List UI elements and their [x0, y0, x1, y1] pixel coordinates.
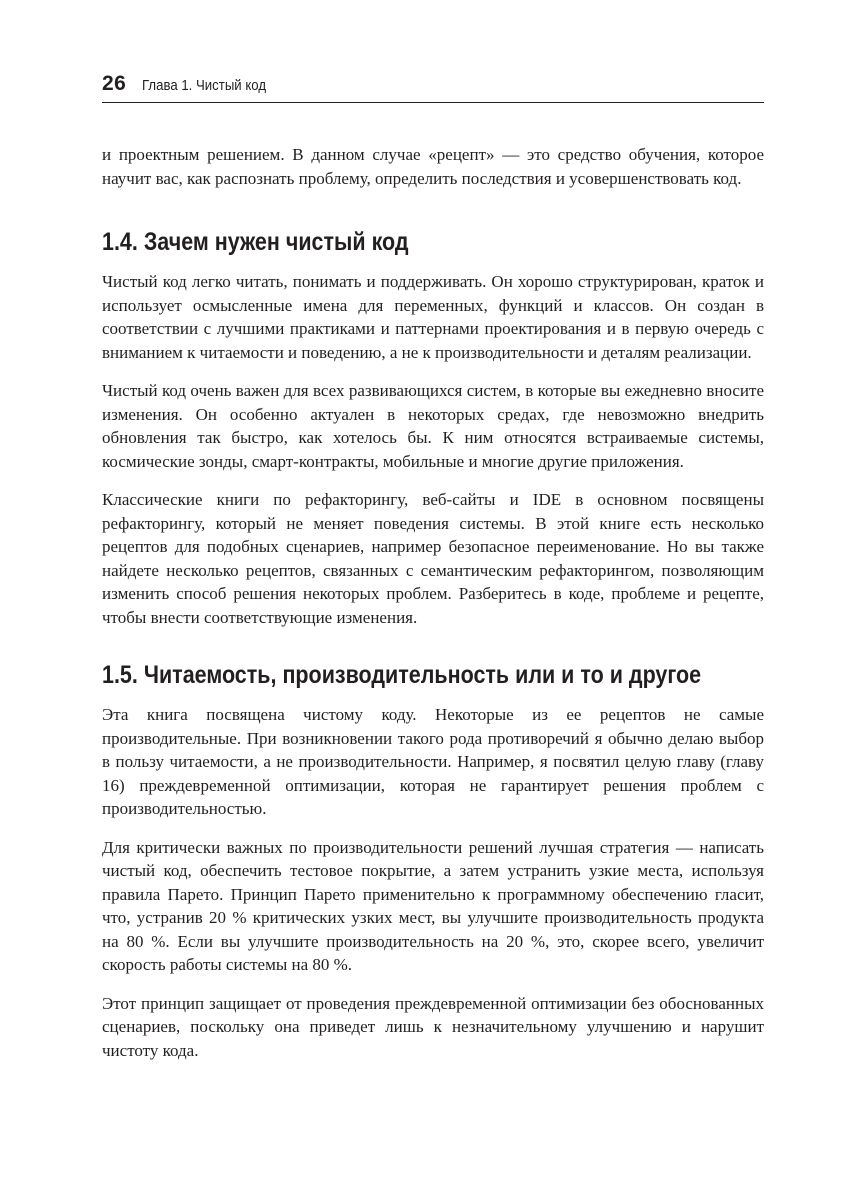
page-body [102, 143, 764, 1077]
header-rule [102, 102, 764, 103]
page-number: 26 [102, 72, 127, 95]
body-paragraph: Для критически важных по производительности решений лучшая стратегия — написать чистый код, обеспечить тестовое покрытие, а затем устранить узкие места, используя правила Парето. Принцип Парето применительно к программному обеспечению гласит, что, устранив 20 % критических узких мест, вы улучшите производительность продукта на 80 %. Если вы улучшите производительность на 20 %, это, скорее всего, увеличит скорость работы системы на 80 %. [102, 837, 764, 974]
body-paragraph: Этот принцип защищает от проведения преждевременной оптимизации без обоснованных сценариев, поскольку она приведет лишь к незначительному улучшению и нарушит чистоту кода. [102, 993, 764, 1060]
intro-paragraph: и проектным решением. В данном случае «рецепт» — это средство обучения, которое научит вас, как распознать проблему, определить последствия и усовершенствовать код. [102, 145, 764, 188]
body-paragraph: Эта книга посвящена чистому коду. Некоторые из ее рецептов не самые производительные. При возникновении такого рода противоречий я обычно делаю выбор в пользу читаемости, а не производительности. Например, я посвятил целую главу (главу 16) преждевременной оптимизации, которая не гарантирует решения проблем с производительностью. [102, 705, 764, 818]
running-header [102, 72, 764, 102]
chapter-title: Глава 1. Чистый код [142, 77, 267, 94]
section-heading-1-4: 1.4. Зачем нужен чистый код [102, 228, 409, 256]
body-paragraph: Чистый код очень важен для всех развивающихся систем, в которые вы ежедневно вносите изменения. Он особенно актуален в некоторых средах, где невозможно внедрить обновления так быстро, как хотелось бы. К ним относятся встраиваемые системы, космические зонды, смарт-контракты, мобильные и многие другие приложения. [102, 381, 764, 471]
section-heading-1-5: 1.5. Читаемость, производительность или и то и другое [102, 661, 702, 689]
body-paragraph: Чистый код легко читать, понимать и поддерживать. Он хорошо структурирован, краток и использует осмысленные имена для переменных, функций и классов. Он создан в соответствии с лучшими практиками и паттернами проектирования и в первую очередь с вниманием к читаемости и поведению, а не к производительности и деталям реализации. [102, 272, 764, 362]
body-paragraph: Классические книги по рефакторингу, веб-сайты и IDE в основном посвящены рефакторингу, который не меняет поведения системы. В этой книге есть несколько рецептов для подобных сценариев, например безопасное переименование. Но вы также найдете несколько рецептов, связанных с семантическим рефакторингом, позволяющим изменить способ решения некоторых проблем. Разберитесь в коде, проблеме и рецепте, чтобы внести соответствующие изменения. [102, 490, 764, 627]
